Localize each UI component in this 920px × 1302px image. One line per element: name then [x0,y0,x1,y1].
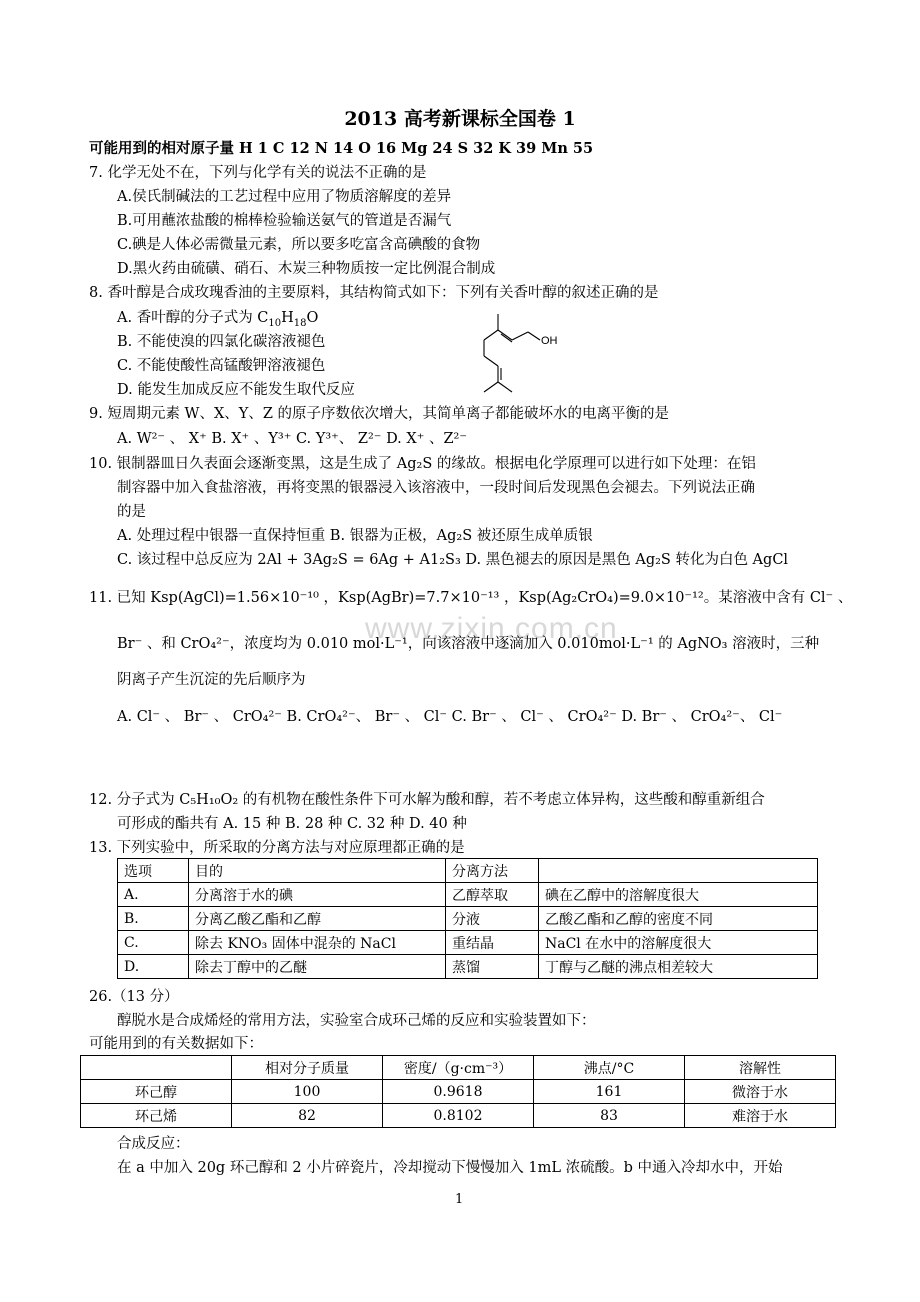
table-cell: 蒸馏 [446,955,539,979]
q26-synthesis-text: 在 a 中加入 20g 环己醇和 2 小片碎瓷片，冷却搅动下慢慢加入 1mL 浓硫酸。b 中通入冷却水中，开始 [117,1160,783,1176]
q8-option-d: D. 能发生加成反应不能发生取代反应 [117,382,355,398]
table-cell [539,859,818,883]
table-cell: 目的 [189,859,446,883]
q11-line3: 阴离子产生沉淀的先后顺序为 [117,672,306,688]
table-cell: B. [118,907,189,931]
q10-line2: 制容器中加入食盐溶液，再将变黑的银器浸入该溶液中，一段时间后发现黑色会褪去。下列说法正确 [117,480,755,496]
q7-option-d: D.黑火药由硫磺、硝石、木炭三种物质按一定比例混合制成 [117,261,496,277]
table-cell [81,1056,232,1080]
table-cell: 丁醇与乙醚的沸点相差较大 [539,955,818,979]
table-cell: D. [118,955,189,979]
table-cell: C. [118,931,189,955]
table-cell: 乙酸乙酯和乙醇的密度不同 [539,907,818,931]
q9-stem: 9. 短周期元素 W、X、Y、Z 的原子序数依次增大，其简单离子都能破坏水的电离平衡的是 [89,406,670,422]
q7-option-c: C.碘是人体必需微量元素，所以要多吃富含高碘酸的食物 [117,237,481,253]
q7-stem: 7. 化学无处不在，下列与化学有关的说法不正确的是 [89,165,427,181]
q26-data-label: 可能用到的有关数据如下： [89,1036,263,1052]
table-cell: 难溶于水 [685,1104,836,1128]
q26-data-table [80,1055,836,1128]
table-cell: 0.8102 [383,1104,534,1128]
q13-table [117,858,818,979]
geraniol-structure [472,310,582,398]
table-row [81,1104,836,1128]
table-cell: 分离乙酸乙酯和乙醇 [189,907,446,931]
table-cell: 选项 [118,859,189,883]
q8-option-a: A. 香叶醇的分子式为 $C_{10}H_{18}O$ [117,310,319,329]
q10-options-cd: C. 该过程中总反应为 2Al + 3Ag₂S = 6Ag + A1₂S₃ D. 黑色褪去的原因是黑色 Ag₂S 转化为白色 AgCl [117,552,789,568]
atomic-masses: 可能用到的相对原子量 H 1 C 12 N 14 O 16 Mg 24 S 32 K 39 Mn 55 [89,140,594,157]
table-cell: 161 [534,1080,685,1104]
table-cell: 分离溶于水的碘 [189,883,446,907]
q8-option-c: C. 不能使酸性高锰酸钾溶液褪色 [117,358,326,374]
table-cell: A. [118,883,189,907]
q8-stem: 8. 香叶醇是合成玫瑰香油的主要原料，其结构简式如下：下列有关香叶醇的叙述正确的是 [89,285,659,301]
table-cell: 83 [534,1104,685,1128]
table-cell: 除去 KNO₃ 固体中混杂的 NaCl [189,931,446,955]
q11-line2: Br⁻ 、和 CrO₄²⁻，浓度均为 0.010 mol·L⁻¹，向该溶液中逐滴加入 0.010mol·L⁻¹ 的 AgNO₃ 溶液时，三种 [117,636,820,652]
table-cell: 相对分子质量 [232,1056,383,1080]
table-cell: 环己醇 [81,1080,232,1104]
page-title: 2013 高考新课标全国卷 1 [344,108,576,130]
q7-option-b: B.可用蘸浓盐酸的棉棒检验输送氨气的管道是否漏气 [117,213,452,229]
q13-stem: 13. 下列实验中，所采取的分离方法与对应原理都正确的是 [89,840,465,856]
table-row [118,955,818,979]
table-cell: 0.9618 [383,1080,534,1104]
q10-line3: 的是 [117,504,146,520]
q10-options-ab: A. 处理过程中银器一直保持恒重 B. 银器为正极，Ag₂S 被还原生成单质银 [117,528,593,544]
table-row [118,907,818,931]
q26-synthesis-label: 合成反应： [117,1136,190,1152]
q12-line1: 12. 分子式为 C₅H₁₀O₂ 的有机物在酸性条件下可水解为酸和醇，若不考虑立体异构，这些酸和醇重新组合 [89,792,765,808]
table-cell: NaCl 在水中的溶解度很大 [539,931,818,955]
q26-intro: 醇脱水是合成烯烃的常用方法，实验室合成环己烯的反应和实验装置如下： [117,1013,596,1029]
q8-option-b: B. 不能使溴的四氯化碳溶液褪色 [117,334,326,350]
q10-line1: 10. 银制器皿日久表面会逐渐变黑，这是生成了 Ag₂S 的缘故。根据电化学原理可以进行如下处理：在铝 [89,456,756,472]
table-cell: 82 [232,1104,383,1128]
q11-options: A. Cl⁻ 、 Br⁻ 、 CrO₄²⁻ B. CrO₄²⁻、 Br⁻ 、 Cl⁻ C. Br⁻ 、 Cl⁻ 、 CrO₄²⁻ D. Br⁻ 、 CrO₄²⁻、 Cl⁻ [117,709,783,725]
q11-line1: 11. 已知 Ksp(AgCl)=1.56×10⁻¹⁰ ，Ksp(AgBr)=7.7×10⁻¹³ ，Ksp(Ag₂CrO₄)=9.0×10⁻¹²。某溶液中含有 Cl⁻ 、 [89,590,853,606]
watermark: www.zixin.com.cn [365,612,618,645]
table-cell: 沸点/°C [534,1056,685,1080]
table-cell: 分离方法 [446,859,539,883]
table-row [118,883,818,907]
table-cell: 乙醇萃取 [446,883,539,907]
table-row [81,1080,836,1104]
table-cell: 分液 [446,907,539,931]
table-cell: 碘在乙醇中的溶解度很大 [539,883,818,907]
q9-options: A. W²⁻ 、 X⁺ B. X⁺ 、Y³⁺ C. Y³⁺、 Z²⁻ D. X⁺ 、Z²⁻ [117,431,468,447]
table-cell: 微溶于水 [685,1080,836,1104]
table-cell: 环己烯 [81,1104,232,1128]
table-header-row [81,1056,836,1080]
q7-option-a: A.侯氏制碱法的工艺过程中应用了物质溶解度的差异 [117,189,452,205]
table-cell: 密度/（g·cm⁻³） [383,1056,534,1080]
table-cell: 溶解性 [685,1056,836,1080]
q26-stem: 26.（13 分） [89,989,179,1005]
table-row [118,931,818,955]
table-cell: 100 [232,1080,383,1104]
oh-label: OH [541,335,558,347]
table-cell: 除去丁醇中的乙醚 [189,955,446,979]
table-cell: 重结晶 [446,931,539,955]
table-header-row [118,859,818,883]
q12-line2: 可形成的酯共有 A. 15 种 B. 28 种 C. 32 种 D. 40 种 [117,816,467,832]
page-number: 1 [455,1192,464,1207]
